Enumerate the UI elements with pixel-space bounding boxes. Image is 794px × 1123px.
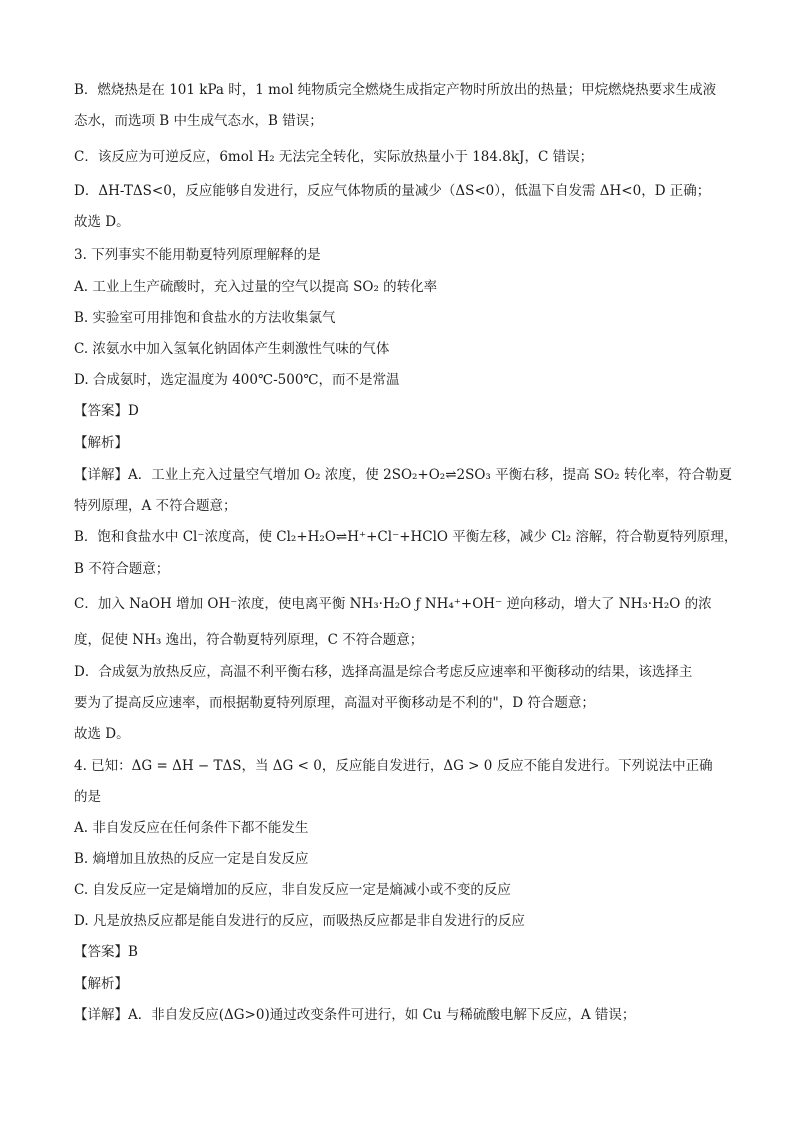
text-line: D．合成氨为放热反应，高温不利平衡右移，选择高温是综合考虑反应速率和平衡移动的结果，该选择主 <box>74 664 693 680</box>
text-line: 故选 D。 <box>74 726 130 742</box>
answer-label: 【答案】D <box>74 403 139 419</box>
text-line: 【详解】A．工业上充入过量空气增加 O₂ 浓度，使 2SO₂+O₂⇌2SO₃ 平衡右移，提高 SO₂ 转化率，符合勒夏 <box>74 467 732 483</box>
option-c: C. 自发反应一定是熵增加的反应，非自发反应一定是熵减小或不变的反应 <box>74 882 511 898</box>
option-d: D. 凡是放热反应都是能自发进行的反应，而吸热反应都是非自发进行的反应 <box>74 913 525 929</box>
text-line: B．燃烧热是在 101 kPa 时，1 mol 纯物质完全燃烧生成指定产物时所放出的热量；甲烷燃烧热要求生成液 <box>74 82 717 98</box>
text-line: 态水，而选项 B 中生成气态水，B 错误； <box>74 113 323 129</box>
answer-label: 【答案】B <box>74 944 138 960</box>
text-line: D．ΔH-TΔS<0，反应能够自发进行，反应气体物质的量减少（ΔS<0），低温下自发需 ΔH<0，D 正确； <box>74 183 711 199</box>
text-line: 【详解】A．非自发反应(ΔG>0)通过改变条件可进行，如 Cu 与稀硫酸电解下反应，A 错误； <box>74 1007 636 1023</box>
text-line: 度，促使 NH₃ 逸出，符合勒夏特列原理，C 不符合题意； <box>74 632 424 648</box>
option-a: A. 工业上生产硫酸时，充入过量的空气以提高 SO₂ 的转化率 <box>74 279 438 295</box>
text-line: C．加入 NaOH 增加 OH⁻浓度，使电离平衡 NH₃·H₂O ƒ NH₄⁺+OH⁻ 逆向移动，增大了 NH₃·H₂O 的浓 <box>74 596 712 612</box>
text-line: 故选 D。 <box>74 214 130 230</box>
question-4-stem: 4. 已知：ΔG = ΔH − TΔS，当 ΔG < 0，反应能自发进行，ΔG > 0 反应不能自发进行。下列说法中正确 <box>74 758 713 774</box>
question-3-stem: 3. 下列事实不能用勒夏特列原理解释的是 <box>74 247 321 263</box>
text-line: 要为了提高反应速率，而根据勒夏特列原理，高温对平衡移动是不利的"，D 符合题意； <box>74 695 595 711</box>
option-d: D. 合成氨时，选定温度为 400℃-500℃，而不是常温 <box>74 372 400 388</box>
text-line: B．饱和食盐水中 Cl⁻浓度高，使 Cl₂+H₂O⇌H⁺+Cl⁻+HClO 平衡左移，减少 Cl₂ 溶解，符合勒夏特列原理， <box>74 529 738 545</box>
text-line: B 不符合题意； <box>74 561 170 577</box>
option-b: B. 熵增加且放热的反应一定是自发反应 <box>74 851 309 867</box>
option-c: C. 浓氨水中加入氢氧化钠固体产生刺激性气味的气体 <box>74 341 390 357</box>
text-line: C．该反应为可逆反应，6mol H₂ 无法完全转化，实际放热量小于 184.8kJ，C 错误； <box>74 149 594 165</box>
analysis-label: 【解析】 <box>74 976 128 992</box>
option-a: A. 非自发反应在任何条件下都不能发生 <box>74 820 309 836</box>
option-b: B. 实验室可用排饱和食盐水的方法收集氯气 <box>74 310 336 326</box>
text-line: 特列原理，A 不符合题意； <box>74 498 237 514</box>
text-line: 的是 <box>74 789 101 805</box>
analysis-label: 【解析】 <box>74 435 128 451</box>
